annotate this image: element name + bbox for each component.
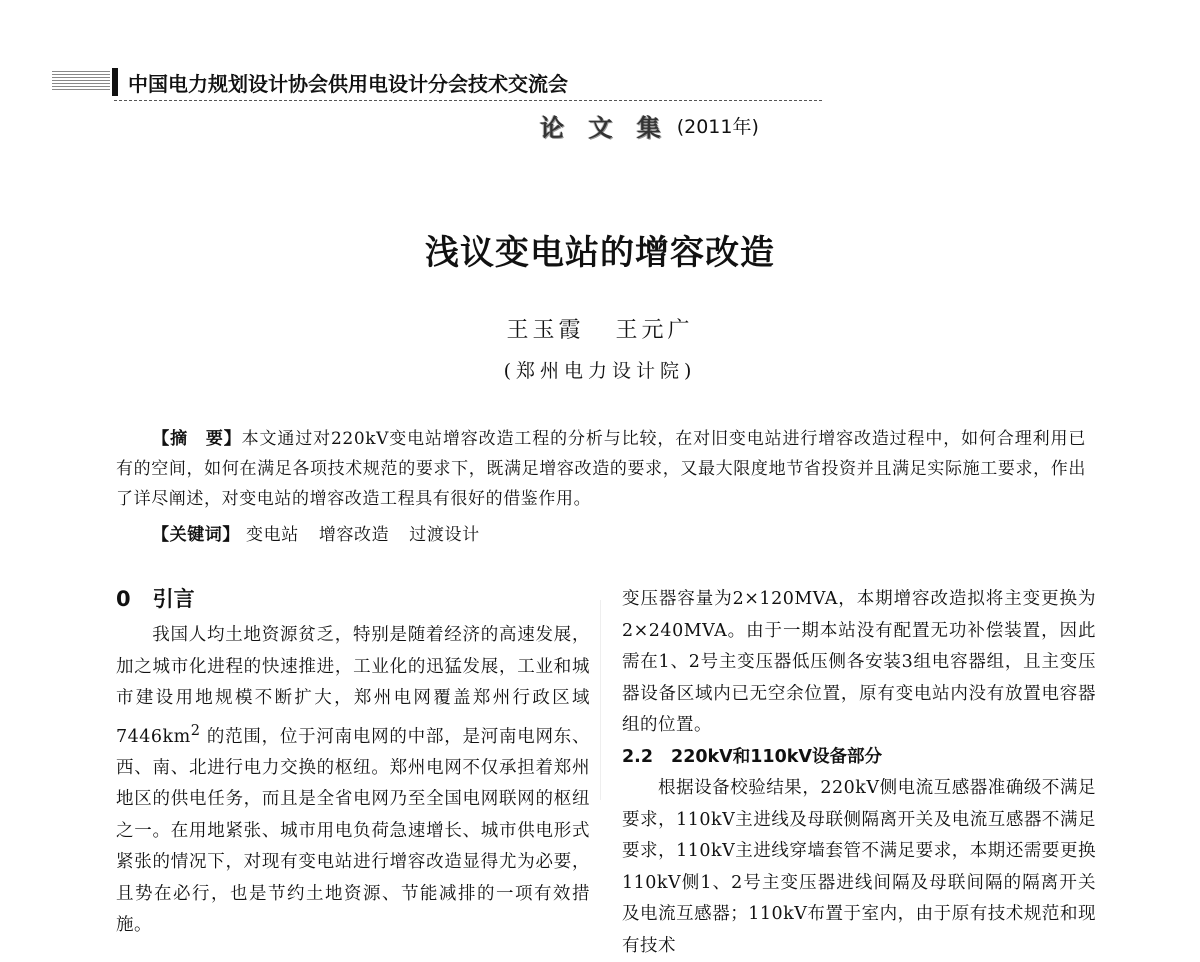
proceedings-year: (2011年) bbox=[676, 116, 759, 138]
header-bar-decoration bbox=[112, 68, 118, 96]
subsection-heading bbox=[622, 742, 1096, 774]
header-organization: 中国电力规划设计协会供用电设计分会技术交流会 bbox=[128, 72, 568, 96]
header-hatch-decoration bbox=[52, 70, 110, 90]
subsection-title: 220kV和110kV设备部分 bbox=[671, 746, 882, 767]
author-name: 王玉霞 bbox=[506, 318, 585, 343]
abstract-text: 本文通过对220kV变电站增容改造工程的分析与比较，在对旧变电站进行增容改造过程中，如何合理利用已有的空间，如何在满足各项技术规范的要求下，既满足增容改造的要求，又最大限度地节省投资并且满足实际施工要求，作出了详尽阐述，对变电站的增容改造工程具有很好的借鉴作用。 bbox=[116, 429, 1086, 509]
author-name: 王元广 bbox=[615, 318, 694, 343]
body-paragraph bbox=[622, 773, 1096, 962]
proceedings-label bbox=[540, 108, 759, 143]
keyword-item: 变电站 bbox=[246, 525, 299, 545]
section-title: 引言 bbox=[152, 587, 195, 611]
paragraph-text: 的范围，位于河南电网的中部，是河南电网东、西、南、北进行电力交换的枢纽。郑州电网不仅承担着郑州地区的供电任务，而且是全省电网乃至全国电网联网的枢纽之一。在用地紧张、城市用电负荷急速增长、城市供电形式紧张的情况下，对现有变电站进行增容改造显得尤为必要，且势在必行，也是节约土地资源、节能减排的一项有效措施。 bbox=[116, 726, 590, 936]
section-heading bbox=[116, 584, 590, 614]
running-header bbox=[52, 66, 932, 106]
body-paragraph bbox=[622, 584, 1096, 742]
keyword-item: 过渡设计 bbox=[409, 525, 480, 545]
paper-title: 浅议变电站的增容改造 bbox=[425, 233, 775, 273]
superscript: 2 bbox=[190, 721, 201, 739]
abstract-label: 【摘 要】 bbox=[152, 429, 242, 449]
left-column bbox=[116, 584, 590, 942]
proceedings-title: 论 文 集 bbox=[540, 113, 669, 142]
keyword-item: 增容改造 bbox=[318, 525, 390, 545]
column-gutter bbox=[600, 600, 601, 800]
abstract bbox=[116, 424, 1086, 514]
paragraph-text: 我国人均土地资源贫乏，特别是随着经济的高速发展，加之城市化进程的快速推进，工业化的迅猛发展，工业和城市建设用地规模不断扩大，郑州电网覆盖郑州行政区域7446km bbox=[116, 625, 590, 747]
paper-authors bbox=[0, 313, 1200, 344]
section-number: 0 bbox=[116, 587, 131, 611]
subsection-number: 2.2 bbox=[622, 746, 654, 767]
keywords bbox=[152, 520, 494, 545]
right-column bbox=[622, 584, 1096, 962]
keywords-label: 【关键词】 bbox=[152, 525, 240, 545]
body-paragraph bbox=[116, 620, 590, 942]
header-divider bbox=[114, 100, 822, 101]
paragraph-text: 变压器容量为2×120MVA，本期增容改造拟将主变更换为2×240MVA。由于一期本站没有配置无功补偿装置，因此需在1、2号主变压器低压侧各安装3组电容器组，且主变压器设备区域内已无空余位置，原有变电站内没有放置电容器组的位置。 bbox=[622, 589, 1096, 735]
paragraph-text: 根据设备校验结果，220kV侧电流互感器准确级不满足要求，110kV主进线及母联侧隔离开关及电流互感器不满足要求，110kV主进线穿墙套管不满足要求，本期还需要更换110kV侧1、2号主变压器进线间隔及母联间隔的隔离开关及电流互感器；110kV布置于室内，由于原有技术规范和现有技术 bbox=[622, 778, 1096, 956]
paper-affiliation: (郑州电力设计院) bbox=[503, 360, 697, 382]
